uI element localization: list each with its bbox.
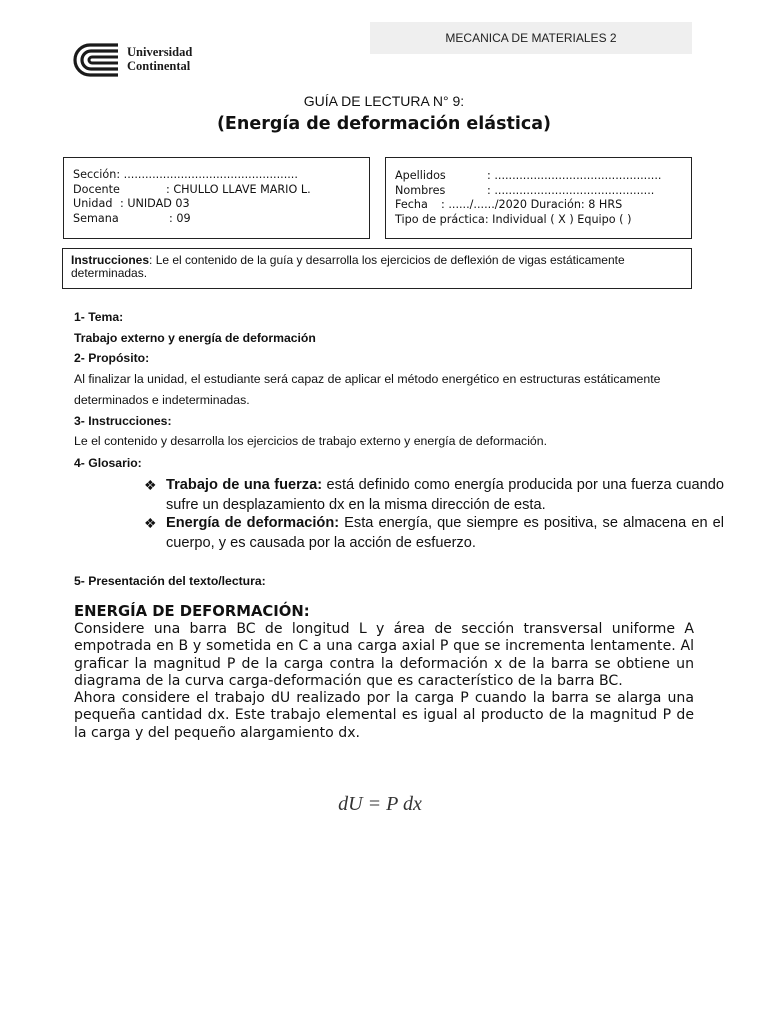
course-header (370, 22, 692, 54)
student-info-box (385, 157, 692, 239)
section-1-title: 1- Tema: (74, 310, 124, 324)
section-4-title: 4- Glosario: (74, 456, 142, 470)
section-5-title: 5- Presentación del texto/lectura: (74, 574, 266, 588)
glossary-definition: Esta energía, que siempre es positiva, se almacena en el cuerpo, y es causada por la acción de esfuerzo. (166, 515, 724, 551)
seccion-value: : ................................................. (116, 168, 298, 181)
section-2-title: 2- Propósito: (74, 351, 150, 365)
reading-paragraph-2: Ahora considere el trabajo dU realizado por la carga P cuando la barra se alarga una pequeña cantidad dx. Este trabajo elemental es igual al producto de la magnitud P de la carga y del pequeño alargamiento dx. (74, 690, 694, 741)
instructions-text: : Le el contenido de la guía y desarrolla los ejercicios de deflexión de vigas estáticamente determinadas. (71, 253, 625, 280)
semana-value: : 09 (169, 211, 191, 225)
section-3-text: Le el contenido y desarrolla los ejercicios de trabajo externo y energía de deformación. (74, 434, 548, 448)
glossary-item (144, 476, 724, 515)
reading-heading: ENERGÍA DE DEFORMACIÓN: (74, 603, 310, 620)
guide-title: GUÍA DE LECTURA N° 9: (303, 93, 465, 109)
docente-value: : CHULLO LLAVE MARIO L. (166, 182, 311, 196)
unidad-row (73, 197, 361, 212)
energy-formula: dU = P dx (338, 793, 422, 815)
apellidos-label: Apellidos (395, 169, 446, 182)
tipo-practica-text: Tipo de práctica: Individual ( X ) Equipo ( ) (395, 212, 632, 226)
docente-row (73, 183, 361, 198)
nombres-value: : ............................................. (487, 183, 655, 197)
semana-row (73, 212, 361, 227)
nombres-label: Nombres (395, 183, 446, 197)
semana-label: Semana (73, 211, 119, 225)
seccion-row (73, 168, 361, 183)
university-name (127, 45, 192, 73)
tipo-row (395, 213, 683, 228)
reading-body (74, 621, 694, 742)
fecha-row (395, 198, 683, 213)
section-3-title: 3- Instrucciones: (74, 414, 172, 428)
section-2-text: Al finalizar la unidad, el estudiante será capaz de aplicar el método energético en estructuras estáticamente determinados e indeterminadas. (74, 372, 661, 407)
reading-paragraph-1: Considere una barra BC de longitud L y área de sección transversal uniforme A empotrada en B y sometida en C a una carga axial P que se incrementa lentamente. Al graficar la magnitud P de la carga contra la deformación x de la barra se obtiene un diagrama de la curva carga-deformación que es característico de la barra BC. (74, 621, 694, 689)
instructions-box (62, 248, 692, 289)
diamond-bullet-icon: ❖ (144, 515, 157, 531)
university-name-line1: Universidad (127, 45, 193, 59)
docente-label: Docente (73, 182, 120, 196)
unidad-label: Unidad (73, 197, 113, 210)
university-name-line2: Continental (127, 59, 191, 73)
glossary-item (144, 514, 724, 553)
diamond-bullet-icon: ❖ (144, 477, 157, 493)
course-info-box (63, 157, 370, 239)
instructions-label: Instrucciones (71, 253, 150, 267)
fecha-value: : ....../....../2020 Duración: 8 HRS (441, 198, 623, 211)
unidad-value: : UNIDAD 03 (120, 197, 190, 210)
section-1-text: Trabajo externo y energía de deformación (74, 331, 316, 345)
glossary-definition: está definido como energía producida por una fuerza cuando sufre un desplazamiento dx en la misma dirección de esta. (166, 477, 724, 513)
guide-subtitle: (Energía de deformación elástica) (216, 114, 552, 134)
course-name: MECANICA DE MATERIALES 2 (445, 31, 617, 45)
apellidos-row (395, 169, 683, 184)
fecha-label: Fecha (395, 198, 428, 211)
glossary-term: Trabajo de una fuerza: (166, 477, 323, 493)
glossary-term: Energía de deformación: (166, 515, 340, 531)
nombres-row (395, 184, 683, 199)
apellidos-value: : ............................................... (487, 169, 662, 182)
seccion-label: Sección (73, 168, 117, 181)
